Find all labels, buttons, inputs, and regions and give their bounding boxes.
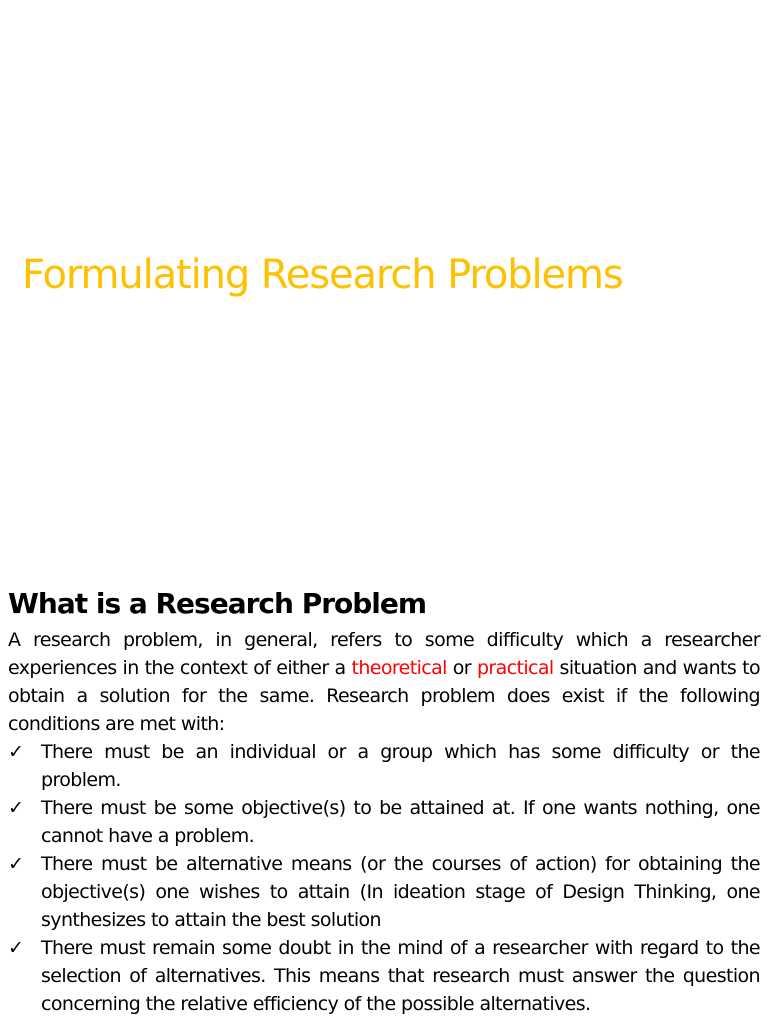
checkmark-icon: ✓ (8, 741, 24, 763)
list-item (8, 934, 760, 1018)
list-item-text: There must be some objective(s) to be attained at. If one wants nothing, one cannot have a problem. (41, 797, 760, 847)
checkmark-icon: ✓ (8, 797, 24, 819)
checkmark-icon: ✓ (8, 937, 24, 959)
checkmark-icon: ✓ (8, 853, 24, 875)
highlight-practical: practical (476, 657, 554, 679)
list-item (8, 850, 760, 934)
intro-text-1: A research problem, in general, refers to some difficulty which a researcher experiences in the context of either a (8, 629, 760, 679)
list-item (8, 794, 760, 850)
list-item-text: There must be an individual or a group which has some difficulty or the problem. (41, 741, 760, 791)
intro-paragraph (8, 626, 760, 738)
highlight-theoretical: theoretical (351, 657, 447, 679)
slide-title: Formulating Research Problems (22, 252, 623, 298)
intro-text-3: situation and wants to obtain a solution for the same. Research problem does exist if the following conditions are met with: (8, 657, 760, 735)
conditions-list (8, 738, 760, 1018)
section-heading: What is a Research Problem (8, 587, 427, 620)
list-item-text: There must be alternative means (or the courses of action) for obtaining the objective(s) one wishes to attain (In ideation stage of Design Thinking, one synthesizes to attain the best solution (41, 853, 760, 931)
intro-text-2: or (446, 657, 477, 679)
list-item-text: There must remain some doubt in the mind of a researcher with regard to the selection of alternatives. This means that research must answer the question concerning the relative efficiency of the possible alternatives. (41, 937, 760, 1015)
list-item (8, 738, 760, 794)
research-problem-section (8, 582, 760, 1018)
